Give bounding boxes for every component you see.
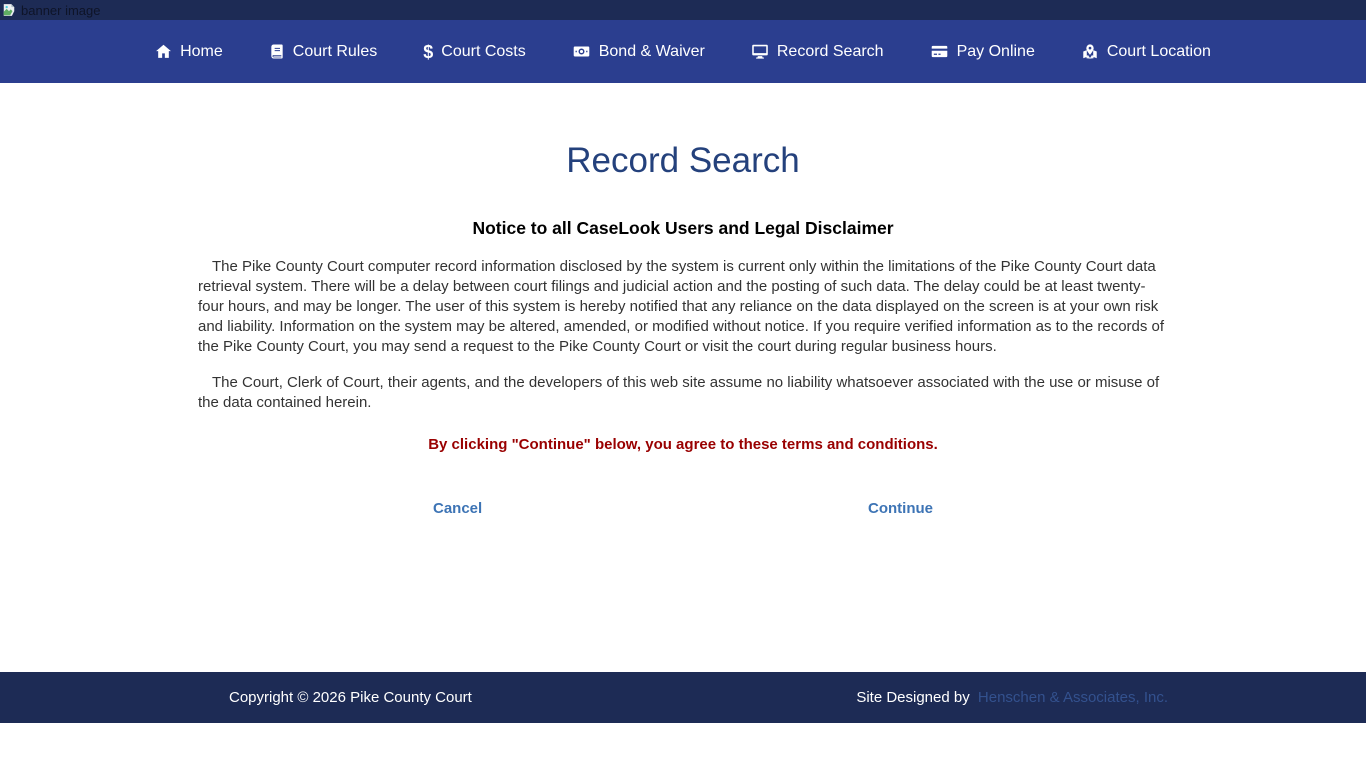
page-title: Record Search [566, 141, 800, 180]
action-links [198, 500, 1168, 517]
nav-label: Court Rules [292, 42, 378, 60]
nav-item-court-rules[interactable] [269, 43, 377, 61]
nav-item-court-costs[interactable] [423, 43, 525, 61]
disclaimer-paragraph-2: The Court, Clerk of Court, their agents, and the developers of this web site assume no liability whatsoever associated with the use or misuse of the data contained herein. [198, 374, 1160, 411]
map-marker-icon [1081, 43, 1099, 60]
broken-image-icon [2, 3, 16, 17]
disclaimer-section [198, 218, 1168, 517]
copyright-text: Copyright © 2026 Pike County Court [229, 689, 472, 706]
agreement-notice: By clicking "Continue" below, you agree to these terms and conditions. [428, 436, 938, 453]
designed-by-prefix: Site Designed by [856, 689, 970, 706]
site-designed-by [856, 689, 1168, 706]
notice-heading: Notice to all CaseLook Users and Legal Disclaimer [472, 218, 894, 238]
nav-item-pay-online[interactable] [930, 43, 1035, 61]
main-navigation [0, 20, 1366, 83]
credit-card-icon [930, 43, 949, 60]
book-icon [269, 43, 285, 60]
nav-label: Record Search [776, 42, 884, 60]
disclaimer-paragraph-1: The Pike County Court computer record information disclosed by the system is current only within the limitations of the Pike County Court data retrieval system. There will be a delay between court filings and judicial action and the posting of such data. The delay could be at least twenty-four hours, and may be longer. The user of this system is hereby notified that any reliance on the data displayed on the screen is at your own risk and liability. Information on the system may be altered, amended, or modified without notice. If you require verified information as to the records of the Pike County Court, you may send a request to the Pike County Court or visit the court during regular business hours. [198, 258, 1165, 355]
desktop-icon [751, 43, 769, 60]
home-icon [155, 43, 172, 60]
main-content [0, 83, 1366, 672]
nav-item-home[interactable] [155, 43, 223, 61]
banner-broken-image [2, 3, 101, 18]
nav-item-record-search[interactable] [751, 43, 884, 61]
continue-link[interactable]: Continue [868, 500, 933, 517]
nav-label: Home [180, 42, 223, 60]
nav-label: Court Costs [441, 42, 526, 60]
designer-link[interactable]: Henschen & Associates, Inc. [977, 689, 1168, 706]
money-bill-icon [572, 43, 591, 60]
nav-label: Pay Online [956, 42, 1035, 60]
nav-label: Court Location [1106, 42, 1211, 60]
dollar-icon: $ [423, 41, 434, 62]
nav-item-court-location[interactable] [1081, 43, 1211, 61]
cancel-link[interactable]: Cancel [433, 500, 483, 517]
nav-item-bond-waiver[interactable] [572, 43, 705, 61]
nav-label: Bond & Waiver [598, 42, 705, 60]
banner-band [0, 0, 1366, 20]
page-footer [0, 672, 1366, 723]
banner-alt-text: banner image [21, 2, 101, 18]
